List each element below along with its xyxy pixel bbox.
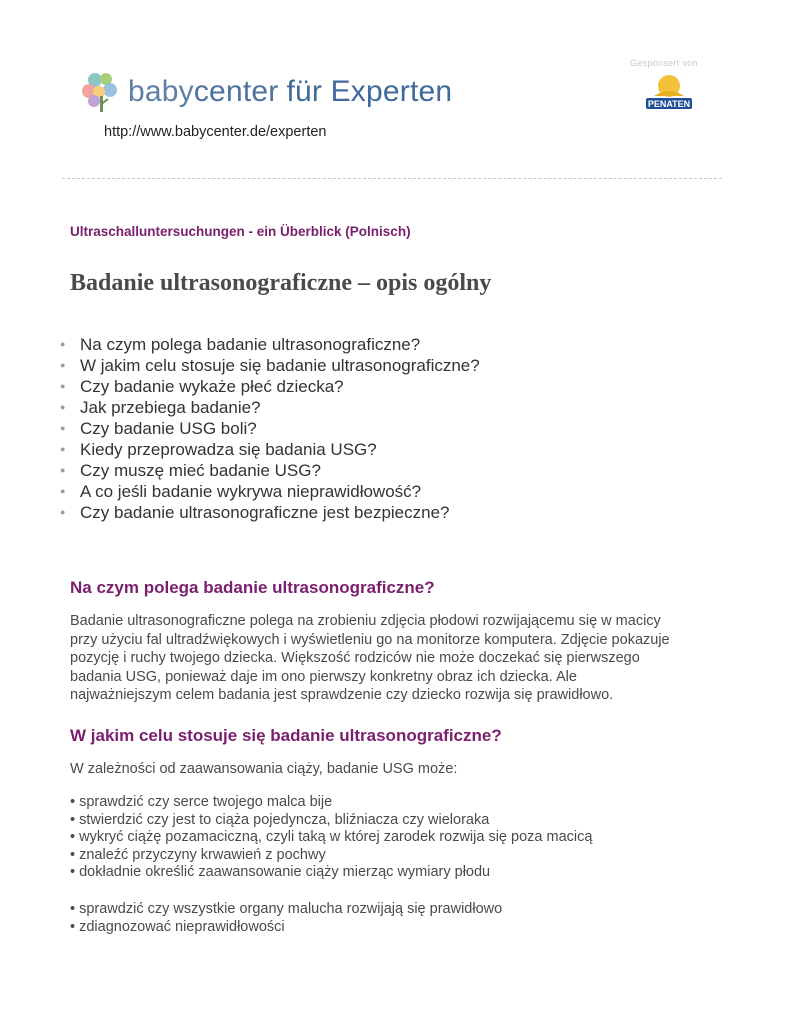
toc-list: [60, 334, 480, 523]
section-heading-what-is: Na czym polega badanie ultrasonograficzne?: [70, 578, 435, 597]
tree-logo-icon: [80, 70, 124, 114]
penaten-logo-icon[interactable]: [640, 72, 698, 112]
paragraph-line: najważniejszym celem badania jest sprawdzenie czy dziecko rozwija się prawidłowo.: [70, 687, 614, 703]
toc-item-label: Na czym polega badanie ultrasonograficzne?: [80, 335, 421, 354]
paragraph-line: Badanie ultrasonograficzne polega na zrobieniu zdjęcia płodowi rozwijającemu się w macicy: [70, 613, 661, 629]
list-item: • stwierdzić czy jest to ciąża pojedyncza, bliźniacza czy wieloraka: [70, 811, 490, 828]
paragraph-line: przy użyciu fal ultradźwiękowych i wyświetleniu go na monitorze komputera. Zdjęcie pokazuje: [70, 631, 670, 648]
bullet-dot-icon: ●: [60, 444, 66, 454]
toc-item-label: Czy badanie wykaże płeć dziecka?: [80, 377, 344, 396]
bullet-dot-icon: ●: [60, 381, 66, 391]
bullet-dot-icon: ●: [60, 507, 66, 517]
toc-item[interactable]: [60, 376, 480, 397]
section-heading-purpose: W jakim celu stosuje się badanie ultrasonograficzne?: [70, 726, 502, 745]
paragraph-line: badania USG, ponieważ daje im ono pierwszy konkretny obraz ich dziecka. Ale: [70, 668, 577, 685]
page-title: Badanie ultrasonograficzne – opis ogólny: [70, 270, 492, 296]
bullet-dot-icon: ●: [60, 360, 66, 370]
sponsor-label: Gesponsert von: [630, 58, 698, 68]
toc-item[interactable]: [60, 355, 480, 376]
toc-item[interactable]: [60, 502, 480, 523]
section-paragraph-what-is: [70, 612, 730, 705]
header-divider: [62, 178, 722, 179]
bullet-dot-icon: ●: [60, 402, 66, 412]
toc-item[interactable]: [60, 481, 480, 502]
list-item: • zdiagnozować nieprawidłowości: [70, 918, 285, 935]
article-kicker: Ultraschalluntersuchungen - ein Überblick (Polnisch): [70, 224, 411, 239]
bullet-dot-icon: ●: [60, 423, 66, 433]
toc-item[interactable]: [60, 397, 480, 418]
bullet-dot-icon: ●: [60, 486, 66, 496]
toc-item-label: Czy badanie USG boli?: [80, 419, 257, 438]
list-item: • dokładnie określić zaawansowanie ciąży mierząc wymiary płodu: [70, 864, 491, 880]
list-item: • sprawdzić czy wszystkie organy malucha rozwijają się prawidłowo: [70, 901, 503, 917]
logo-word-fuer-experten: für Experten: [286, 75, 453, 108]
logo-word-baby: baby: [128, 75, 194, 108]
list-item: • sprawdzić czy serce twojego malca bije: [70, 794, 333, 810]
bullet-dot-icon: ●: [60, 465, 66, 475]
babycenter-logo[interactable]: [80, 68, 452, 116]
purpose-bullet-list-a: [70, 794, 592, 882]
toc-item-label: Kiedy przeprowadza się badania USG?: [80, 440, 377, 459]
toc-item-label: Czy badanie ultrasonograficzne jest bezpieczne?: [80, 503, 450, 522]
toc-item[interactable]: [60, 439, 480, 460]
sponsor-logo-text: PENATEN: [647, 99, 691, 109]
toc-item[interactable]: [60, 460, 480, 481]
toc-item-label: A co jeśli badanie wykrywa nieprawidłowość?: [80, 482, 422, 501]
toc-item-label: W jakim celu stosuje się badanie ultrasonograficzne?: [80, 356, 480, 375]
toc-item[interactable]: [60, 334, 480, 355]
bullet-dot-icon: ●: [60, 339, 66, 349]
logo-word-center: center: [193, 75, 279, 108]
toc-item-label: Czy muszę mieć badanie USG?: [80, 461, 321, 480]
toc-item-label: Jak przebiega badanie?: [80, 398, 261, 417]
toc-item[interactable]: [60, 418, 480, 439]
section-intro-purpose: W zależności od zaawansowania ciąży, badanie USG może:: [70, 761, 458, 777]
list-item: • znaleźć przyczyny krwawień z pochwy: [70, 846, 326, 863]
list-item: • wykryć ciążę pozamaciczną, czyli taką w której zarodek rozwija się poza macicą: [70, 829, 593, 845]
site-url-link[interactable]: http://www.babycenter.de/experten: [104, 124, 327, 140]
paragraph-line: pozycję i ruchy twojego dziecka. Większość rodziców nie może doczekać się pierwszego: [70, 650, 640, 666]
purpose-bullet-list-b: [70, 901, 502, 936]
